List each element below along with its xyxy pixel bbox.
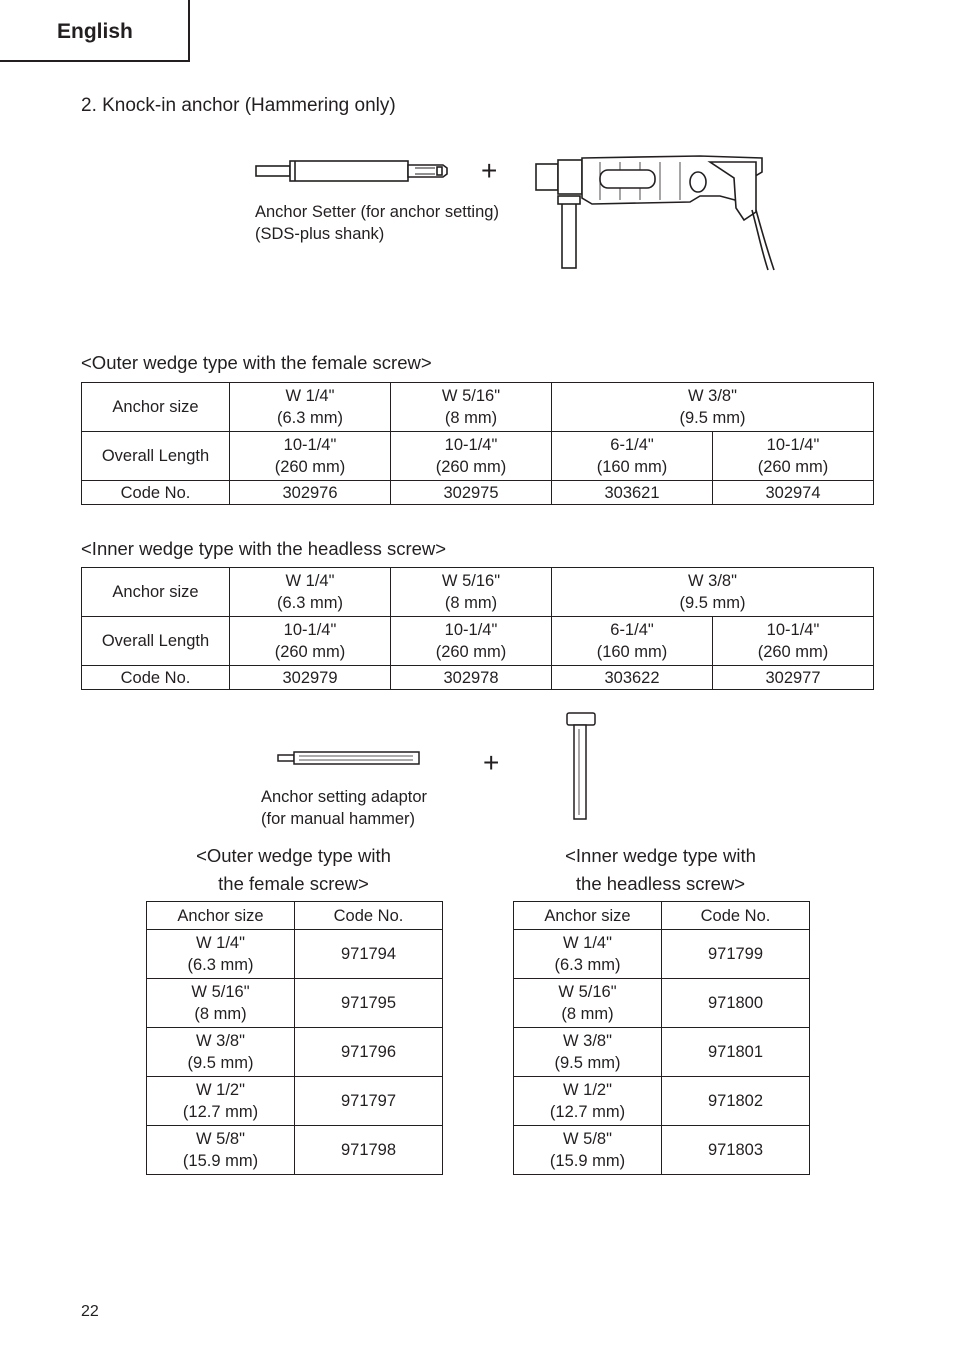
col-header-code-no: Code No. (295, 902, 443, 930)
code-cell: 971797 (295, 1077, 443, 1126)
manual-inner-heading-line2: the headless screw> (575, 873, 746, 894)
inner-headless-table-heading: <Inner wedge type with the headless screw> (81, 538, 447, 559)
anchor-size-cell: W 3/8" (9.5 mm) (514, 1028, 662, 1077)
overall-length-cell: 10-1/4" (260 mm) (391, 617, 552, 666)
table-row (514, 1028, 810, 1077)
code-cell: 302978 (391, 666, 552, 690)
anchor-size-cell: W 5/16" (8 mm) (514, 979, 662, 1028)
code-cell: 302976 (230, 481, 391, 505)
overall-length-cell: 10-1/4" (260 mm) (391, 432, 552, 481)
overall-length-cell: 10-1/4" (260 mm) (713, 617, 874, 666)
code-cell: 971798 (295, 1126, 443, 1175)
code-cell: 302975 (391, 481, 552, 505)
manual-hammer-icon (562, 711, 600, 823)
row-label-code-no: Code No. (82, 666, 230, 690)
overall-length-cell: 6-1/4" (160 mm) (552, 617, 713, 666)
table-row (82, 481, 874, 505)
table-row (514, 930, 810, 979)
row-label-code-no: Code No. (82, 481, 230, 505)
anchor-size-cell: W 5/16" (8 mm) (147, 979, 295, 1028)
adaptor-caption-line1: Anchor setting adaptor (261, 788, 428, 806)
table-row (82, 568, 874, 617)
table-row (147, 1077, 443, 1126)
row-label-anchor-size: Anchor size (82, 383, 230, 432)
code-cell: 971802 (662, 1077, 810, 1126)
code-cell: 971801 (662, 1028, 810, 1077)
code-cell: 971799 (662, 930, 810, 979)
manual-outer-table-heading (146, 842, 441, 898)
outer-female-table-heading: <Outer wedge type with the female screw> (81, 352, 432, 373)
anchor-size-cell: W 1/4" (6.3 mm) (147, 930, 295, 979)
anchor-size-cell: W 1/2" (12.7 mm) (514, 1077, 662, 1126)
manual-inner-heading-line1: <Inner wedge type with (565, 845, 756, 866)
code-cell: 303621 (552, 481, 713, 505)
anchor-size-cell: W 1/4" (6.3 mm) (230, 383, 391, 432)
anchor-size-cell: W 5/8" (15.9 mm) (514, 1126, 662, 1175)
inner-headless-spec-table (81, 567, 874, 690)
anchor-size-cell: W 3/8" (9.5 mm) (552, 568, 874, 617)
code-cell: 302974 (713, 481, 874, 505)
overall-length-cell: 10-1/4" (260 mm) (713, 432, 874, 481)
code-cell: 971795 (295, 979, 443, 1028)
manual-inner-code-table (513, 901, 810, 1175)
adaptor-caption-line2: (for manual hammer) (261, 810, 416, 828)
table-row (514, 1126, 810, 1175)
row-label-overall-length: Overall Length (82, 432, 230, 481)
overall-length-cell: 6-1/4" (160 mm) (552, 432, 713, 481)
code-cell: 303622 (552, 666, 713, 690)
table-row (147, 930, 443, 979)
table-row (514, 979, 810, 1028)
code-cell: 302977 (713, 666, 874, 690)
table-row (82, 383, 874, 432)
manual-inner-table-heading (513, 842, 808, 898)
language-tab (0, 0, 190, 62)
code-cell: 971796 (295, 1028, 443, 1077)
manual-outer-heading-line2: the female screw> (218, 873, 369, 894)
manual-outer-heading-line1: <Outer wedge type with (196, 845, 391, 866)
rotary-hammer-drill-icon (530, 152, 775, 277)
language-label: English (57, 20, 133, 43)
table-row (82, 617, 874, 666)
anchor-setter-caption-line2: (SDS-plus shank) (255, 225, 385, 243)
anchor-setter-caption-line1: Anchor Setter (for anchor setting) (255, 203, 499, 221)
anchor-size-cell: W 1/4" (6.3 mm) (514, 930, 662, 979)
anchor-size-cell: W 1/4" (6.3 mm) (230, 568, 391, 617)
col-header-anchor-size: Anchor size (514, 902, 662, 930)
table-header-row (514, 902, 810, 930)
section-title: 2. Knock-in anchor (Hammering only) (81, 95, 396, 116)
table-row (82, 666, 874, 690)
anchor-size-cell: W 5/8" (15.9 mm) (147, 1126, 295, 1175)
overall-length-cell: 10-1/4" (260 mm) (230, 432, 391, 481)
plus-sign-top: + (481, 155, 498, 186)
table-header-row (147, 902, 443, 930)
table-row (147, 979, 443, 1028)
anchor-size-cell: W 5/16" (8 mm) (391, 383, 552, 432)
anchor-size-cell: W 3/8" (9.5 mm) (552, 383, 874, 432)
plus-sign-bottom: + (483, 747, 500, 778)
anchor-setter-caption (255, 201, 499, 245)
anchor-size-cell: W 5/16" (8 mm) (391, 568, 552, 617)
anchor-size-cell: W 3/8" (9.5 mm) (147, 1028, 295, 1077)
anchor-setting-adaptor-icon (277, 749, 422, 769)
manual-outer-code-table (146, 901, 443, 1175)
outer-female-spec-table (81, 382, 874, 505)
col-header-code-no: Code No. (662, 902, 810, 930)
table-row (514, 1077, 810, 1126)
code-cell: 971794 (295, 930, 443, 979)
table-row (147, 1126, 443, 1175)
code-cell: 971803 (662, 1126, 810, 1175)
page-number: 22 (81, 1303, 99, 1320)
col-header-anchor-size: Anchor size (147, 902, 295, 930)
table-row (82, 432, 874, 481)
overall-length-cell: 10-1/4" (260 mm) (230, 617, 391, 666)
adaptor-caption (261, 786, 427, 830)
anchor-setter-icon (255, 158, 455, 188)
row-label-anchor-size: Anchor size (82, 568, 230, 617)
row-label-overall-length: Overall Length (82, 617, 230, 666)
code-cell: 302979 (230, 666, 391, 690)
code-cell: 971800 (662, 979, 810, 1028)
table-row (147, 1028, 443, 1077)
anchor-size-cell: W 1/2" (12.7 mm) (147, 1077, 295, 1126)
